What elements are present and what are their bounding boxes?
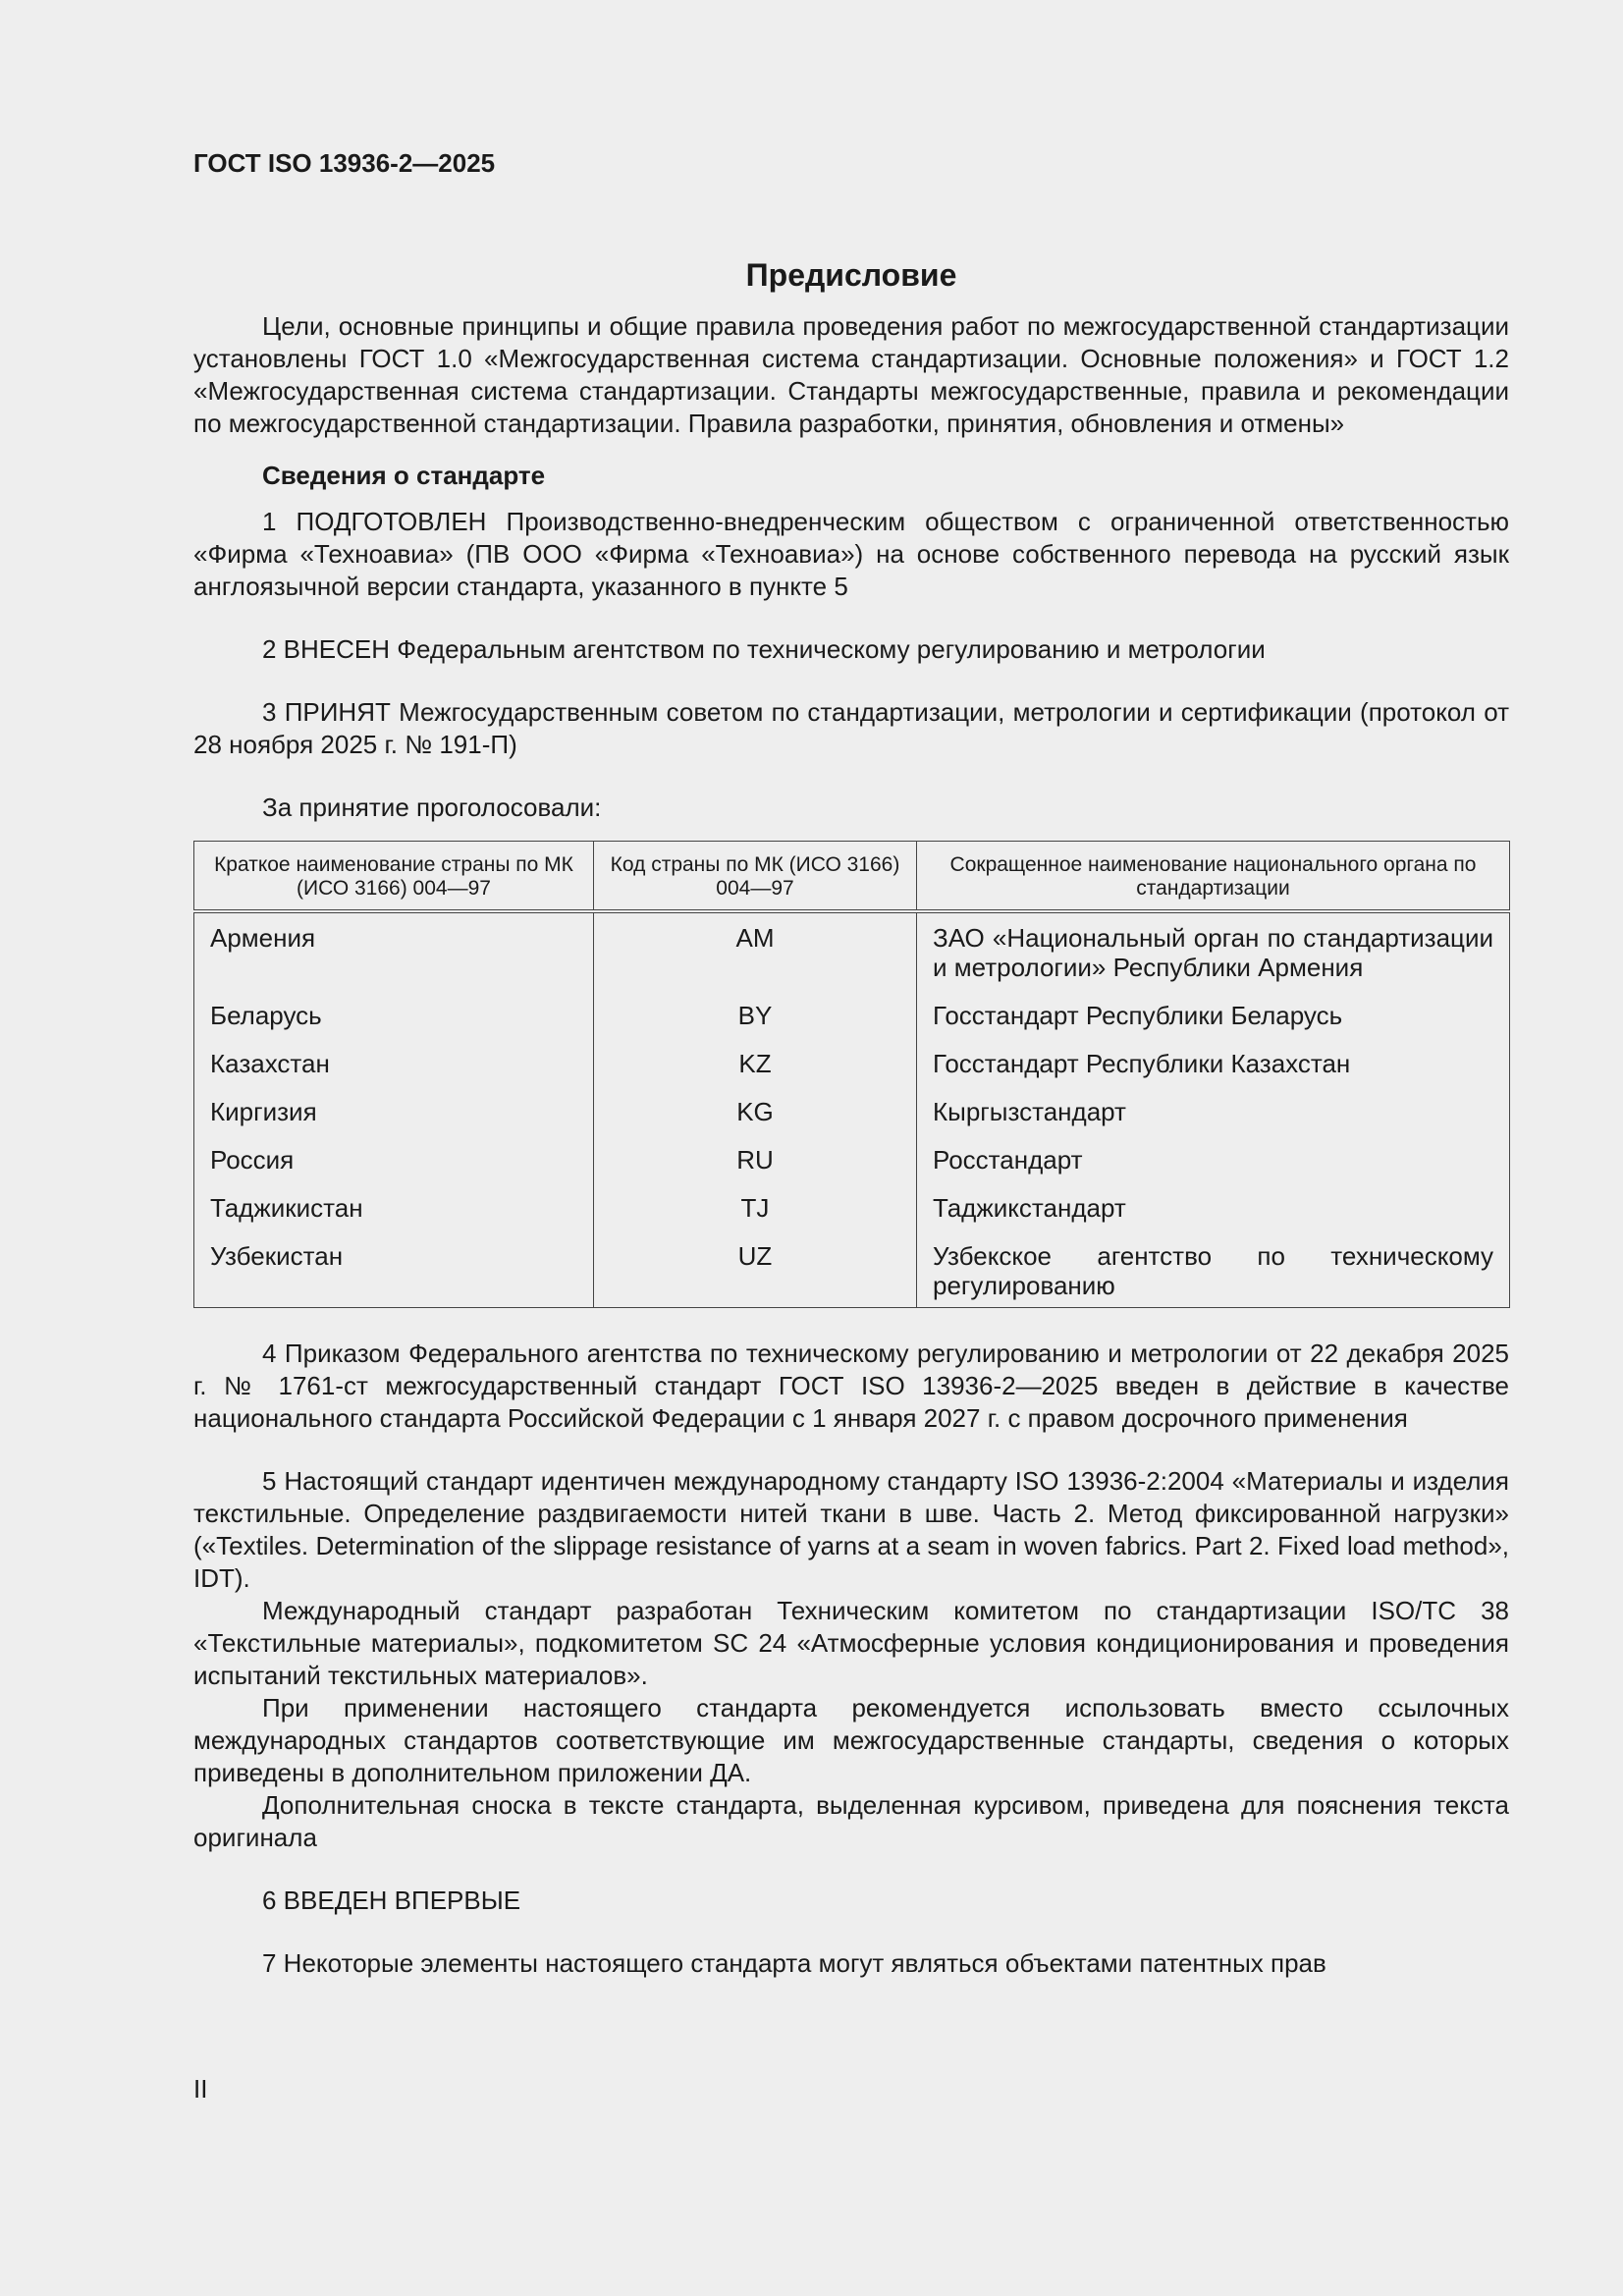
item-3-adopted: 3 ПРИНЯТ Межгосударственным советом по стандартизации, метрологии и сертификации (протокол от 28 ноября 2025 г. № 191-П)	[193, 697, 1509, 759]
table-row	[194, 1126, 1510, 1175]
item-1-prepared: 1 ПОДГОТОВЛЕН Производственно-внедренческим обществом с ограниченной ответственностью «Фирма «Техноавиа» (ПВ ООО «Фирма «Техноавиа») на основе собственного перевода на русский язык англоязычной версии стандарта, указанного в пункте 5	[193, 507, 1509, 601]
country-name: Беларусь	[194, 982, 594, 1030]
national-body: Кыргызстандарт	[917, 1078, 1510, 1126]
country-name: Россия	[194, 1126, 594, 1175]
table-row	[194, 1030, 1510, 1078]
national-body: Росстандарт	[917, 1126, 1510, 1175]
item-7-patent-rights: 7 Некоторые элементы настоящего стандарта могут являться объектами патентных прав	[262, 1948, 1326, 1978]
country-code: KZ	[594, 1030, 917, 1078]
country-code: BY	[594, 982, 917, 1030]
country-name: Киргизия	[194, 1078, 594, 1126]
table-header-row	[194, 842, 1510, 912]
table-row	[194, 1223, 1510, 1308]
national-body: Госстандарт Республики Казахстан	[917, 1030, 1510, 1078]
item-2-submitted: 2 ВНЕСЕН Федеральным агентством по техническому регулированию и метрологии	[262, 634, 1266, 664]
table-row	[194, 1175, 1510, 1223]
country-code: TJ	[594, 1175, 917, 1223]
country-code: RU	[594, 1126, 917, 1175]
intro-paragraph: Цели, основные принципы и общие правила проведения работ по межгосударственной стандартизации установлены ГОСТ 1.0 «Межгосударственная система стандартизации. Основные положения» и ГОСТ 1.2 «Межгосударственная система стандартизации. Стандарты межгосударственные, правила и рекомендации по межгосударственной стандартизации. Правила разработки, принятия, обновления и отмены»	[193, 311, 1509, 438]
section-heading: Сведения о стандарте	[262, 461, 546, 490]
country-name: Узбекистан	[194, 1223, 594, 1308]
item-6-first-introduced: 6 ВВЕДЕН ВПЕРВЫЕ	[262, 1886, 521, 1915]
item-5-references: При применении настоящего стандарта рекомендуется использовать вместо ссылочных международных стандартов соответствующие им межгосударственные стандарты, сведения о которых приведены в дополнительном приложении ДА.	[193, 1693, 1509, 1787]
national-body: Узбекское агентство по техническому регулированию	[917, 1223, 1510, 1308]
national-body: ЗАО «Национальный орган по стандартизации и метрологии» Республики Армения	[917, 911, 1510, 982]
item-4-enacted: 4 Приказом Федерального агентства по техническому регулированию и метрологии от 22 декабря 2025 г. № 1761-ст межгосударственный стандарт ГОСТ ISO 13936-2—2025 введен в действие в качестве национального стандарта Российской Федерации с 1 января 2027 г. с правом досрочного применения	[193, 1339, 1509, 1433]
country-code: KG	[594, 1078, 917, 1126]
national-body: Госстандарт Республики Беларусь	[917, 982, 1510, 1030]
document-id-header: ГОСТ ISO 13936-2—2025	[193, 148, 496, 178]
page-number: II	[193, 2074, 208, 2104]
header-national-body: Сокращенное наименование национального органа по стандартизации	[917, 842, 1510, 912]
country-name: Армения	[194, 911, 594, 982]
country-name: Казахстан	[194, 1030, 594, 1078]
table-row	[194, 982, 1510, 1030]
table-row	[194, 1078, 1510, 1126]
country-name: Таджикистан	[194, 1175, 594, 1223]
table-row	[194, 911, 1510, 982]
item-5-committee: Международный стандарт разработан Техническим комитетом по стандартизации ISO/TC 38 «Текстильные материалы», подкомитетом SC 24 «Атмосферные условия кондиционирования и проведения испытаний текстильных материалов».	[193, 1596, 1509, 1690]
header-country-name: Краткое наименование страны по МК (ИСО 3166) 004—97	[194, 842, 594, 912]
country-code: UZ	[594, 1223, 917, 1308]
document-page	[193, 147, 1509, 1980]
item-5-footnote-note: Дополнительная сноска в тексте стандарта, выделенная курсивом, приведена для пояснения текста оригинала	[193, 1790, 1509, 1852]
country-code: AM	[594, 911, 917, 982]
page-title: Предисловие	[745, 257, 957, 293]
item-5-identical: 5 Настоящий стандарт идентичен международному стандарту ISO 13936-2:2004 «Материалы и изделия текстильные. Определение раздвигаемости нитей ткани в шве. Часть 2. Метод фиксированной нагрузки» («Textiles. Determination of the slippage resistance of yarns at a seam in woven fabrics. Part 2. Fixed load method», IDT).	[193, 1466, 1509, 1593]
voting-countries-table	[193, 841, 1510, 1308]
national-body: Таджикстандарт	[917, 1175, 1510, 1223]
vote-intro: За принятие проголосовали:	[262, 793, 602, 822]
header-country-code: Код страны по МК (ИСО 3166) 004—97	[594, 842, 917, 912]
